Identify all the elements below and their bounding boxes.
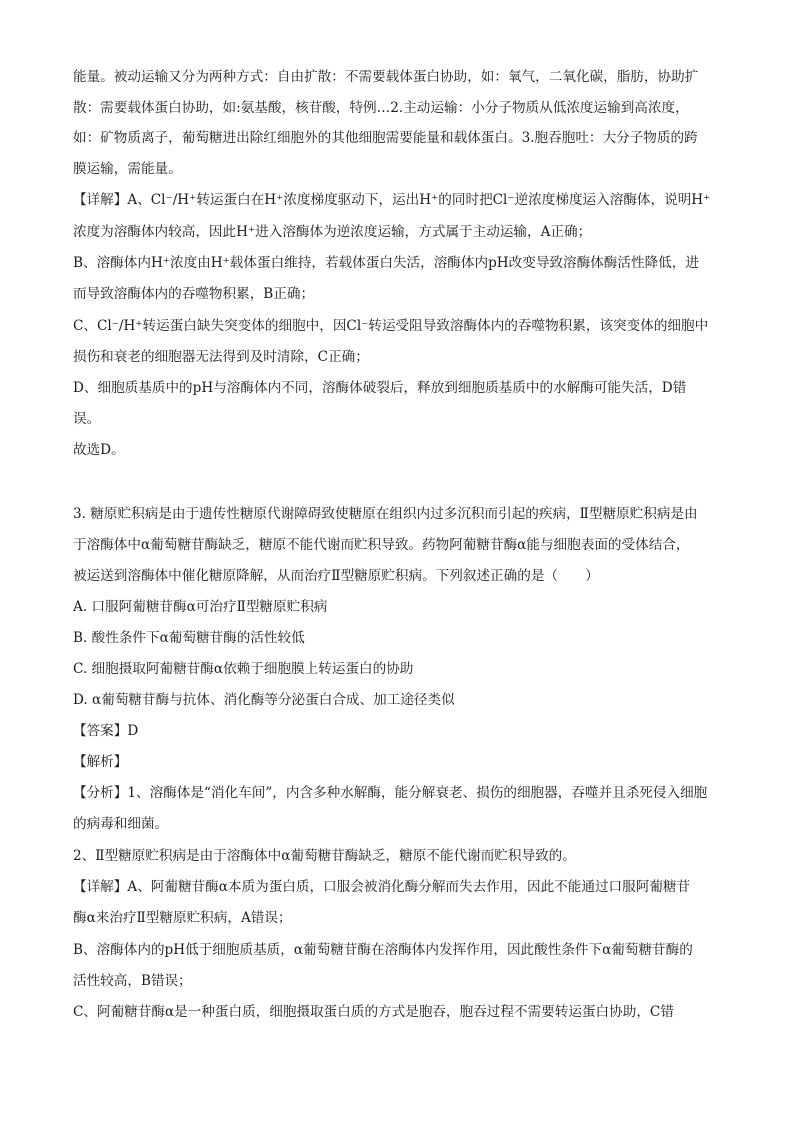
text-line: 膜运输，需能量。 bbox=[73, 161, 182, 177]
text-line: 【详解】A、阿葡糖苷酶α本质为蛋白质，口服会被消化酶分解而失去作用，因此不能通过口服阿葡糖苷 bbox=[73, 879, 691, 895]
option-a: A. 口服阿葡糖苷酶α可治疗Ⅱ型糖原贮积病 bbox=[73, 599, 328, 615]
text-line: 损伤和衰老的细胞器无法得到及时清除，C正确； bbox=[73, 349, 369, 365]
text-line: 而导致溶酶体内的吞噬物积累，B正确； bbox=[73, 286, 315, 302]
question-stem: 被运送到溶酶体中催化糖原降解，从而治疗Ⅱ型糖原贮积病。下列叙述正确的是（ ） bbox=[73, 568, 599, 584]
text-line: C、Cl⁻/H⁺转运蛋白缺失突变体的细胞中，因Cl⁻转运受阻导致溶酶体内的吞噬物积累，该突变体的细胞中 bbox=[73, 318, 709, 334]
answer-line: 【答案】D bbox=[73, 723, 139, 739]
question-stem: 于溶酶体中α葡萄糖苷酶缺乏，糖原不能代谢而贮积导致。药物阿葡糖苷酶α能与细胞表面的受体结合， bbox=[73, 537, 690, 553]
text-line: B、溶酶体内H⁺浓度由H⁺载体蛋白维持，若载体蛋白失活，溶酶体内pH改变导致溶酶体酶活性降低，进 bbox=[73, 255, 699, 271]
text-line: 能量。被动运输又分为两种方式：自由扩散：不需要载体蛋白协助，如：氧气，二氧化碳，脂肪，协助扩 bbox=[73, 69, 699, 85]
option-d: D. α葡萄糖苷酶与抗体、消化酶等分泌蛋白合成、加工途径类似 bbox=[73, 692, 455, 708]
text-line: 【详解】A、Cl⁻/H⁺转运蛋白在H⁺浓度梯度驱动下，运出H⁺的同时把Cl⁻逆浓度梯度运入溶酶体，说明H⁺ bbox=[73, 192, 711, 208]
text-line: 酶α来治疗Ⅱ型糖原贮积病，A错误； bbox=[73, 910, 292, 926]
question-stem: 3. 糖原贮积病是由于遗传性糖原代谢障碍致使糖原在组织内过多沉积而引起的疾病，Ⅱ型糖原贮积病是由 bbox=[73, 506, 698, 522]
option-b: B. 酸性条件下α葡萄糖苷酶的活性较低 bbox=[73, 630, 305, 646]
text-line: 2、Ⅱ型糖原贮积病是由于溶酶体中α葡萄糖苷酶缺乏，糖原不能代谢而贮积导致的。 bbox=[73, 848, 576, 864]
text-line: 活性较高，B错误； bbox=[73, 973, 192, 989]
text-line: 浓度为溶酶体内较高，因此H⁺进入溶酶体为逆浓度运输，方式属于主动运输，A正确； bbox=[73, 224, 592, 240]
text-line: B、溶酶体内的pH低于细胞质基质，α葡萄糖苷酶在溶酶体内发挥作用，因此酸性条件下α葡萄糖苷酶的 bbox=[73, 942, 693, 958]
text-line: 的病毒和细菌。 bbox=[73, 816, 169, 832]
option-c: C. 细胞摄取阿葡糖苷酶α依赖于细胞膜上转运蛋白的协助 bbox=[73, 661, 414, 677]
analysis-heading: 【解析】 bbox=[73, 754, 128, 770]
text-line: C、阿葡糖苷酶α是一种蛋白质，细胞摄取蛋白质的方式是胞吞，胞吞过程不需要转运蛋白协助，C错 bbox=[73, 1004, 674, 1020]
text-line: 误。 bbox=[73, 411, 101, 427]
text-line: 散：需要载体蛋白协助，如:氨基酸，核苷酸，特例…2.主动运输：小分子物质从低浓度运输到高浓度， bbox=[73, 100, 689, 116]
text-line: D、细胞质基质中的pH与溶酶体内不同，溶酶体破裂后，释放到细胞质基质中的水解酶可能失活，D错 bbox=[73, 380, 687, 396]
text-line: 如：矿物质离子，葡萄糖进出除红细胞外的其他细胞需要能量和载体蛋白。3.胞吞胞吐：大分子物质的跨 bbox=[73, 130, 698, 146]
text-line: 【分析】1、溶酶体是“消化车间”，内含多种水解酶，能分解衰老、损伤的细胞器，吞噬并且杀死侵入细胞 bbox=[73, 785, 708, 801]
text-line: 故选D。 bbox=[73, 442, 125, 458]
